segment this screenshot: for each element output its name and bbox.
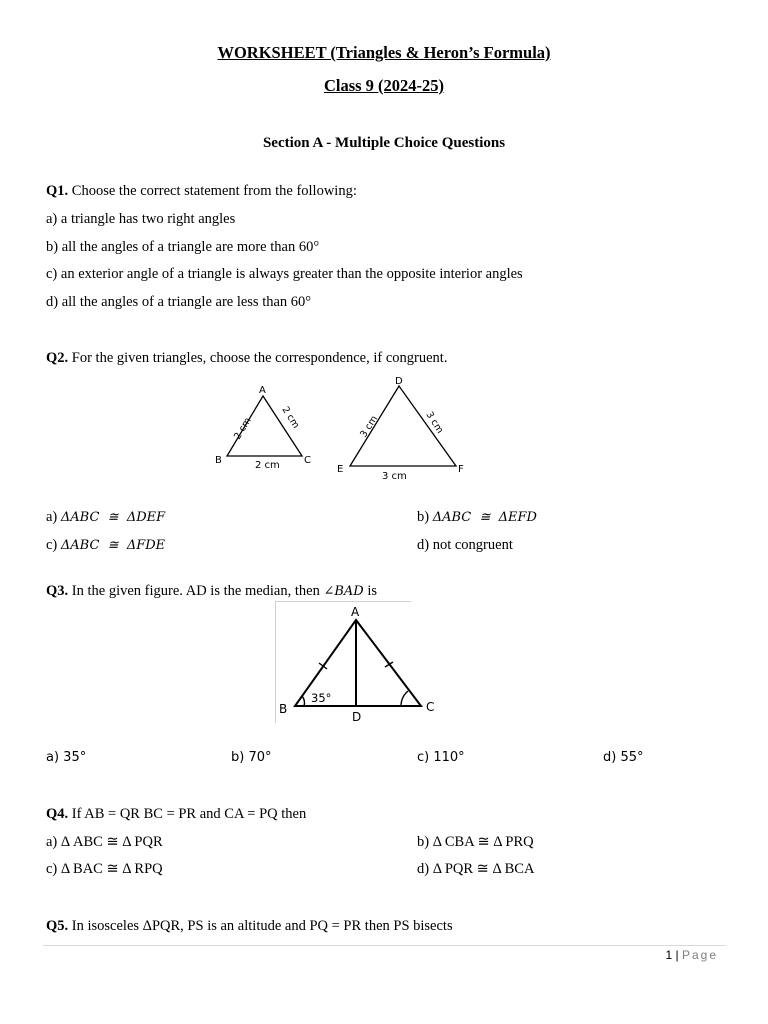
q3-text: In the given figure. AD is the median, then [71, 583, 324, 599]
side-ac-label: 2 cm [279, 404, 302, 431]
label-a: A [259, 385, 266, 396]
q2-option-d-text: not congruent [432, 537, 513, 553]
page-word: Page [681, 948, 718, 962]
q5-number: Q5. [46, 918, 69, 934]
class-subtitle: Class 9 (2024-25) [323, 76, 445, 95]
q2-option-b-prefix: b) [417, 509, 433, 525]
worksheet-title: WORKSHEET (Triangles & Heron’s Formula) [217, 43, 551, 62]
side-df-label: 3 cm [423, 409, 446, 436]
q4-option-a: a) Δ ABC ≅ Δ PQR [46, 834, 163, 850]
q3-text-end: is [363, 583, 378, 599]
q3-angle-math: ∠BAD [323, 584, 364, 599]
q5-text: In isosceles ΔPQR, PS is an altitude and PQ = PR then PS bisects [71, 918, 453, 934]
label-b: B [279, 702, 288, 716]
label-b: B [215, 455, 222, 466]
q2-option-a [46, 508, 165, 527]
q3-number: Q3. [46, 583, 69, 599]
side-ab-label: 2 cm [232, 415, 254, 442]
q4-text: If AB = QR BC = PR and CA = PQ then [71, 806, 307, 822]
side-de-label: 3 cm [358, 413, 381, 440]
q4-option-b: b) Δ CBA ≅ Δ PRQ [417, 834, 534, 850]
q2-text: For the given triangles, choose the correspondence, if congruent. [71, 350, 448, 366]
q1-option-a: a) a triangle has two right angles [46, 211, 236, 227]
footer-divider [43, 945, 726, 946]
q1-text: Choose the correct statement from the following: [71, 183, 357, 199]
angle-label: 35° [311, 691, 332, 705]
q2-option-c-math: ΔABC ≅ ΔFDE [60, 538, 166, 553]
q2-question [46, 349, 447, 367]
page-number: 1 [665, 948, 673, 962]
q3-option-c: c) 110° [417, 750, 465, 765]
label-d: D [352, 710, 362, 724]
page-footer [665, 948, 718, 962]
q1-option-d: d) all the angles of a triangle are less than 60° [46, 294, 312, 310]
label-a: A [351, 605, 360, 619]
q1-option-b: b) all the angles of a triangle are more than 60° [46, 239, 320, 255]
q2-option-a-prefix: a) [46, 509, 61, 525]
q2-option-d-prefix: d) [417, 537, 433, 553]
q3-option-a: a) 35° [46, 750, 87, 765]
q2-option-d [417, 536, 513, 554]
side-ef-label: 3 cm [382, 471, 407, 482]
label-d: D [395, 376, 403, 387]
page-separator: | [672, 948, 682, 962]
q2-option-a-math: ΔABC ≅ ΔDEF [60, 510, 166, 525]
q3-triangle-figure [275, 601, 441, 725]
q2-option-b-math: ΔABC ≅ ΔEFD [432, 510, 537, 525]
angle-arc-b [302, 696, 304, 706]
q4-option-d: d) Δ PQR ≅ Δ BCA [417, 861, 535, 877]
q1-number: Q1. [46, 183, 69, 199]
label-f: F [458, 464, 464, 475]
q3-option-d: d) 55° [603, 750, 644, 765]
q2-number: Q2. [46, 350, 69, 366]
q1-question [46, 182, 357, 200]
side-bc-label: 2 cm [255, 460, 280, 471]
q5-question [46, 917, 453, 935]
q2-option-c-prefix: c) [46, 537, 61, 553]
q2-option-c [46, 536, 165, 555]
label-c: C [304, 455, 311, 466]
q4-option-c: c) Δ BAC ≅ Δ RPQ [46, 861, 163, 877]
q2-option-b [417, 508, 537, 527]
q3-option-b: b) 70° [231, 750, 272, 765]
q2-triangles-figure [210, 372, 480, 484]
q4-number: Q4. [46, 806, 69, 822]
q4-question [46, 805, 306, 823]
angle-arc-c [401, 691, 408, 706]
label-e: E [337, 464, 344, 475]
label-c: C [426, 700, 435, 714]
section-heading: Section A - Multiple Choice Questions [262, 135, 506, 151]
q1-option-c: c) an exterior angle of a triangle is always greater than the opposite interior angles [46, 266, 523, 282]
q3-question [46, 582, 377, 601]
